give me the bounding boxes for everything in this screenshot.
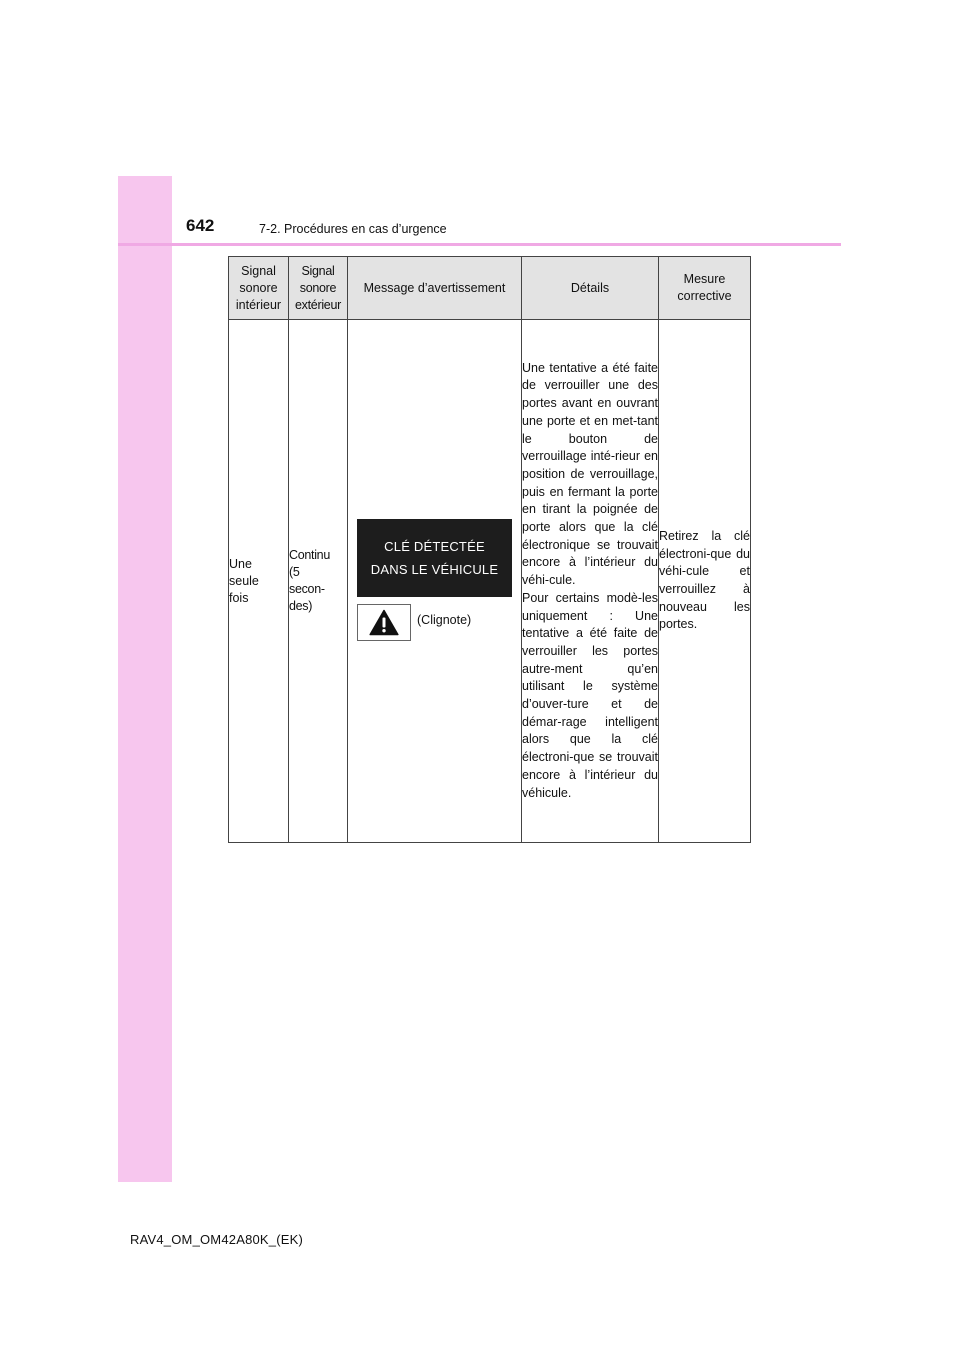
col-header-details: Détails: [522, 257, 659, 320]
multi-info-display: [357, 519, 512, 597]
section-title: 7-2. Procédures en cas d’urgence: [259, 222, 447, 236]
display-line-1: CLÉ DÉTECTÉE: [384, 539, 485, 554]
header-rule: [118, 243, 841, 246]
col-header-corrective-action: Mesure corrective: [659, 257, 751, 320]
display-line-2: DANS LE VÉHICULE: [370, 562, 499, 577]
corrective-action-text: Retirez la clé électroni-que du véhi-cule et verrouillez à nouveau les portes.: [659, 528, 750, 632]
exterior-signal-cell: [289, 320, 348, 843]
exterior-signal-value: Continu (5 secon-des): [289, 548, 330, 613]
col-header-interior-signal: Signal sonore intérieur: [229, 257, 289, 320]
details-text: Une tentative a été faite de verrouiller une des portes avant en ouvrant une porte et en met-tant le bouton de verrouillage inté-rieur en position de verrouillage, puis en fermant la porte en tirant la poignée de porte alors que la clé électronique se trouvait encore à l’intérieur du véhi-cule.: [522, 360, 658, 588]
corrective-action-cell: [659, 320, 751, 843]
warning-triangle-box: [357, 604, 411, 641]
col-header-exterior-signal: Signal sonore extérieur: [289, 257, 348, 320]
interior-signal-cell: [229, 320, 289, 843]
table-row: [229, 320, 751, 843]
blink-label: (Clignote): [417, 613, 472, 627]
warning-table: [228, 256, 751, 843]
warning-triangle-icon: [369, 609, 399, 636]
document-code: RAV4_OM_OM42A80K_(EK): [130, 1232, 304, 1247]
interior-signal-value: Une seule fois: [229, 556, 259, 605]
page-number: 642: [186, 216, 215, 235]
side-color-band: [118, 176, 172, 1182]
table-header-row: [229, 257, 751, 320]
details-note-text: Pour certains modè-les uniquement : Une tentative a été faite de verrouiller les portes autre-ment qu’en utilisant le système d’ouver-ture et de démar-rage intelligent alors que la clé électroni-que se trouvait encore à l’intérieur du véhicule.: [522, 590, 658, 800]
details-cell: [522, 320, 659, 843]
warning-message-cell: [348, 320, 522, 843]
col-header-warning-message: Message d’avertissement: [348, 257, 522, 320]
